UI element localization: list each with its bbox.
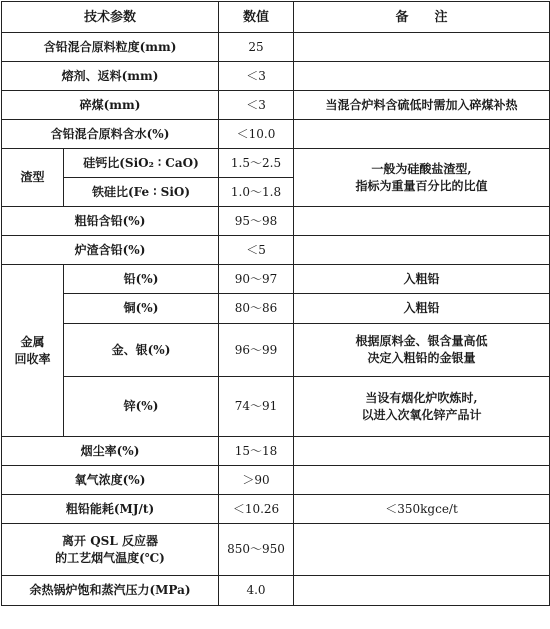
param-label: 粗铅含铅(%) xyxy=(2,207,219,236)
technical-parameters-table xyxy=(1,1,550,606)
param-value: 1.5～2.5 xyxy=(219,149,294,178)
param-label: 金、银(%) xyxy=(64,324,219,377)
table-row xyxy=(2,294,550,324)
param-label: 氧气浓度(%) xyxy=(2,466,219,495)
param-label: 铅(%) xyxy=(64,265,219,294)
header-note: 备 注 xyxy=(294,2,550,33)
table-row xyxy=(2,91,550,120)
param-value: 74～91 xyxy=(219,377,294,437)
table-row xyxy=(2,120,550,149)
param-label: 碎煤(mm) xyxy=(2,91,219,120)
slag-note-line1: 一般为硅酸盐渣型, xyxy=(371,161,472,176)
param-note xyxy=(294,466,550,495)
table-row xyxy=(2,324,550,377)
table-row xyxy=(2,377,550,437)
recovery-group-line2: 回收率 xyxy=(14,351,51,366)
param-note xyxy=(294,236,550,265)
param-label: 铜(%) xyxy=(64,294,219,324)
table-row xyxy=(2,437,550,466)
recovery-group-line1: 金属 xyxy=(20,334,45,349)
label-line2: 的工艺烟气温度(℃) xyxy=(55,550,165,565)
param-note xyxy=(294,33,550,62)
header-row xyxy=(2,2,550,33)
param-value: ＞90 xyxy=(219,466,294,495)
note-line1: 当设有烟化炉吹炼时, xyxy=(365,390,478,405)
note-line2: 以进入次氧化锌产品计 xyxy=(361,407,482,422)
table-row xyxy=(2,207,550,236)
param-value: 25 xyxy=(219,33,294,62)
table-row xyxy=(2,236,550,265)
param-label: 烟尘率(%) xyxy=(2,437,219,466)
note-line1: 根据原料金、银含量高低 xyxy=(355,334,488,348)
param-value: ＜10.0 xyxy=(219,120,294,149)
table-row xyxy=(2,149,550,178)
param-note xyxy=(294,377,550,437)
param-value: 850～950 xyxy=(219,524,294,576)
param-label: 锌(%) xyxy=(64,377,219,437)
param-note xyxy=(294,576,550,606)
param-value: 95～98 xyxy=(219,207,294,236)
param-note: ＜350kgce/t xyxy=(294,495,550,524)
param-note xyxy=(294,120,550,149)
param-label xyxy=(2,524,219,576)
param-label: 熔剂、返料(mm) xyxy=(2,62,219,91)
header-value: 数值 xyxy=(219,2,294,33)
recovery-group-label xyxy=(2,265,64,437)
param-note xyxy=(294,324,550,377)
label-line1: 离开 QSL 反应器 xyxy=(62,533,158,548)
param-note xyxy=(294,207,550,236)
param-value: ＜5 xyxy=(219,236,294,265)
table-row xyxy=(2,33,550,62)
param-label: 粗铅能耗(MJ/t) xyxy=(2,495,219,524)
param-value: 96～99 xyxy=(219,324,294,377)
param-value: ＜10.26 xyxy=(219,495,294,524)
slag-note-line2: 指标为重量百分比的比值 xyxy=(355,178,488,193)
param-value: 15～18 xyxy=(219,437,294,466)
param-note xyxy=(294,437,550,466)
slag-note xyxy=(294,149,550,207)
param-note: 入粗铅 xyxy=(294,265,550,294)
table-row xyxy=(2,466,550,495)
header-param: 技术参数 xyxy=(2,2,219,33)
param-note xyxy=(294,524,550,576)
slag-group-label: 渣型 xyxy=(2,149,64,207)
table-row xyxy=(2,495,550,524)
param-value: 1.0～1.8 xyxy=(219,178,294,207)
param-value: ＜3 xyxy=(219,62,294,91)
param-value: 80～86 xyxy=(219,294,294,324)
table-row xyxy=(2,576,550,606)
param-label: 余热锅炉饱和蒸汽压力(MPa) xyxy=(2,576,219,606)
table-row xyxy=(2,524,550,576)
param-label: 硅钙比(SiO₂ ∶ CaO) xyxy=(64,149,219,178)
note-line2: 决定入粗铅的金银量 xyxy=(367,351,476,365)
table-row xyxy=(2,265,550,294)
param-label: 炉渣含铅(%) xyxy=(2,236,219,265)
param-label: 铁硅比(Fe ∶ SiO) xyxy=(64,178,219,207)
param-label: 含铅混合原料含水(%) xyxy=(2,120,219,149)
param-note: 入粗铅 xyxy=(294,294,550,324)
param-note: 当混合炉料含硫低时需加入碎煤补热 xyxy=(294,91,550,120)
param-label: 含铅混合原料粒度(mm) xyxy=(2,33,219,62)
param-note xyxy=(294,62,550,91)
param-value: ＜3 xyxy=(219,91,294,120)
param-value: 4.0 xyxy=(219,576,294,606)
param-value: 90～97 xyxy=(219,265,294,294)
table-row xyxy=(2,62,550,91)
